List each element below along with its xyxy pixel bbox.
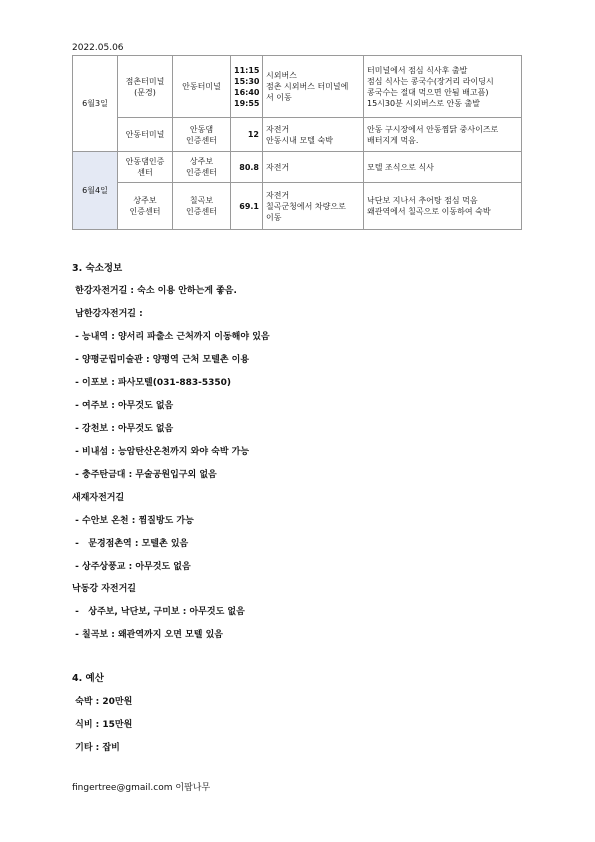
lodging-line: 한강자전거길 : 숙소 이용 안하는게 좋음. (72, 286, 237, 296)
lodging-line: - 능내역 : 양서리 파출소 근처까지 이동해야 있음 (72, 332, 270, 342)
day-cell: 6월3일 (73, 56, 118, 152)
transport-cell: 자전거 (263, 152, 364, 183)
lodging-line: - 강천보 : 아무것도 없음 (72, 424, 174, 434)
note-cell: 터미널에서 점심 식사후 출발 점심 식사는 콩국수(장거리 라이딩시 콩국수는 절대 먹으면 안됨 배고픔) 15시30분 시외버스로 안동 출발 (364, 56, 522, 118)
lodging-heading: 3. 숙소정보 (72, 263, 123, 274)
lodging-line: - 충주탄금대 : 무술공원입구외 없음 (72, 470, 217, 480)
lodging-line: 낙동강 자전거길 (72, 584, 136, 594)
distance-cell: 69.1 (231, 183, 263, 230)
lodging-line: - 상주보, 낙단보, 구미보 : 아무것도 없음 (72, 607, 245, 617)
origin-cell: 점촌터미널 (문경) (118, 56, 173, 118)
lodging-line: - 상주상풍교 : 아무것도 없음 (72, 562, 191, 572)
budget-line: 숙박 : 20만원 (72, 697, 133, 707)
day-cell: 6월4일 (73, 152, 118, 230)
lodging-line: - 수안보 온천 : 찜질방도 가능 (72, 516, 194, 526)
origin-cell: 안동댐인증 센터 (118, 152, 173, 183)
lodging-line: 새재자전거길 (72, 493, 125, 503)
table-row (73, 152, 522, 183)
destination-cell: 안동댐 인증센터 (173, 118, 231, 152)
distance-cell: 12 (231, 118, 263, 152)
distance-cell: 80.8 (231, 152, 263, 183)
destination-cell: 상주보 인증센터 (173, 152, 231, 183)
origin-cell: 상주보 인증센터 (118, 183, 173, 230)
origin-cell: 안동터미널 (118, 118, 173, 152)
lodging-line: - 양평군립미술관 : 양평역 근처 모텔촌 이용 (72, 355, 250, 365)
schedule-table (72, 55, 522, 230)
lodging-line: - 칠곡보 : 왜관역까지 오면 모텔 있음 (72, 630, 223, 640)
lodging-line: - 문경점촌역 : 모텔촌 있음 (72, 539, 189, 549)
lodging-line: - 비내섬 : 능암탄산온천까지 와야 숙박 가능 (72, 447, 250, 457)
budget-line: 식비 : 15만원 (72, 720, 133, 730)
note-cell: 안동 구시장에서 안동찜닭 중사이즈로 배터지게 먹음. (364, 118, 522, 152)
lodging-line: 남한강자전거길 : (72, 309, 143, 319)
transport-cell: 시외버스 점촌 시외버스 터미널에 서 이동 (263, 56, 364, 118)
footer-contact: fingertree@gmail.com 이팝나무 (72, 783, 211, 793)
destination-cell: 칠곡보 인증센터 (173, 183, 231, 230)
lodging-line: - 이포보 : 파사모텔(031-883-5350) (72, 378, 232, 388)
note-cell: 모텔 조식으로 식사 (364, 152, 522, 183)
budget-line: 기타 : 잡비 (72, 743, 120, 753)
table-row (73, 56, 522, 118)
departure-times-cell: 11:15 15:30 16:40 19:55 (231, 56, 263, 118)
destination-cell: 안동터미널 (173, 56, 231, 118)
document-date: 2022.05.06 (72, 43, 124, 53)
lodging-line: - 여주보 : 아무것도 없음 (72, 401, 174, 411)
transport-cell: 자전거 안동시내 모텔 숙박 (263, 118, 364, 152)
budget-heading: 4. 예산 (72, 673, 104, 684)
table-row (73, 118, 522, 152)
note-cell: 낙단보 지나서 추어탕 점심 먹음 왜관역에서 칠곡으로 이동하여 숙박 (364, 183, 522, 230)
table-row (73, 183, 522, 230)
transport-cell: 자전거 칠곡군청에서 차량으로 이동 (263, 183, 364, 230)
